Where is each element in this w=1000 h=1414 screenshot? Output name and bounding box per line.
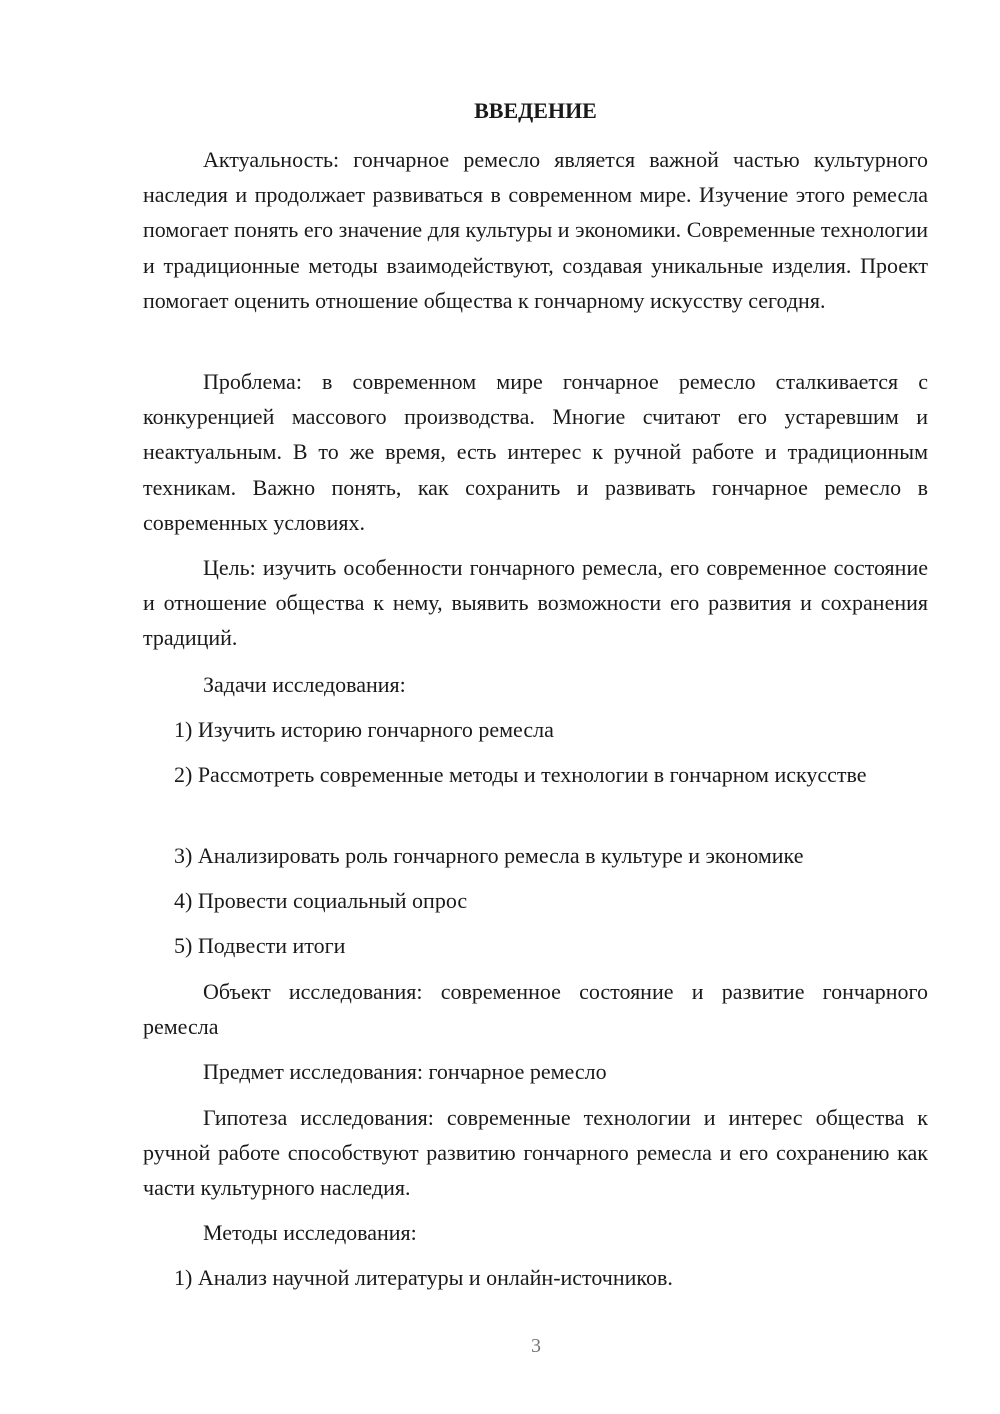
task-item-1: 1) Изучить историю гончарного ремесла [174, 717, 554, 742]
hypothesis-paragraph: Гипотеза исследования: современные технологии и интерес общества к ручной работе способствуют развитию гончарного ремесла и его сохранению как части культурного наследия. [143, 1105, 928, 1201]
tasks-heading: Задачи исследования: [203, 672, 406, 697]
object-paragraph: Объект исследования: современное состояние и развитие гончарного ремесла [143, 979, 928, 1040]
method-item-1: 1) Анализ научной литературы и онлайн-источников. [174, 1265, 673, 1290]
page-number: 3 [531, 1335, 541, 1357]
task-item-4: 4) Провести социальный опрос [174, 888, 468, 913]
problem-paragraph: Проблема: в современном мире гончарное ремесло сталкивается с конкуренцией массового производства. Многие считают его устаревшим и неактуальным. В то же время, есть интерес к ручной работе и традиционным техникам. Важно понять, как сохранить и развивать гончарное ремесло в современных условиях. [143, 369, 928, 535]
task-item-3: 3) Анализировать роль гончарного ремесла в культуре и экономике [174, 843, 804, 868]
subject-paragraph: Предмет исследования: гончарное ремесло [203, 1059, 607, 1084]
relevance-paragraph: Актуальность: гончарное ремесло является важной частью культурного наследия и продолжает развиваться в современном мире. Изучение этого ремесла помогает понять его значение для культуры и экономики. Современные технологии и традиционные методы взаимодействуют, создавая уникальные изделия. Проект помогает оценить отношение общества к гончарному искусству сегодня. [143, 147, 928, 313]
task-item-5: 5) Подвести итоги [174, 933, 346, 958]
methods-heading: Методы исследования: [203, 1220, 417, 1245]
goal-paragraph: Цель: изучить особенности гончарного ремесла, его современное состояние и отношение общества к нему, выявить возможности его развития и сохранения традиций. [143, 555, 928, 651]
section-title: ВВЕДЕНИЕ [474, 98, 597, 123]
task-item-2: 2) Рассмотреть современные методы и технологии в гончарном искусстве [174, 762, 867, 787]
